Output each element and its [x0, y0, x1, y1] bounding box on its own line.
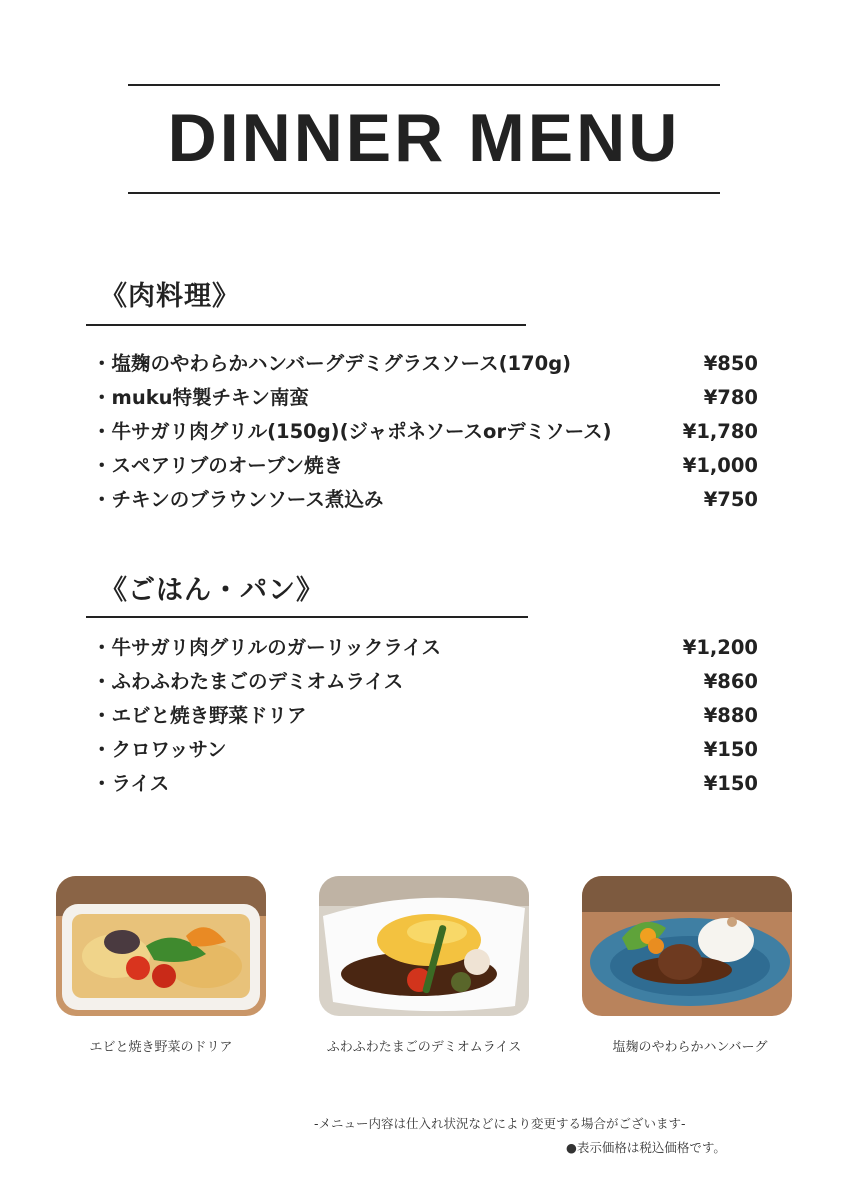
menu-item-price: ¥1,780	[682, 420, 758, 443]
section-title-rice-bread: 《ごはん・パン》	[100, 575, 324, 606]
menu-item-price: ¥780	[703, 386, 758, 409]
menu-item-name: ・ふわふわたまごのデミオムライス	[92, 670, 404, 693]
doria-photo	[56, 876, 266, 1016]
menu-item-name: ・ライス	[92, 772, 170, 795]
menu-item-price: ¥150	[703, 772, 758, 795]
menu-item-price: ¥750	[703, 488, 758, 511]
menu-item-name: ・チキンのブラウンソース煮込み	[92, 488, 384, 511]
menu-item-price: ¥860	[703, 670, 758, 693]
section-rule-meat	[86, 324, 526, 326]
menu-item-name: ・muku特製チキン南蛮	[92, 386, 309, 409]
menu-item-name: ・牛サガリ肉グリルのガーリックライス	[92, 636, 442, 659]
photo-caption: ふわふわたまごのデミオムライス	[326, 1040, 522, 1055]
menu-item-price: ¥880	[703, 704, 758, 727]
menu-item-price: ¥1,200	[682, 636, 758, 659]
menu-item-name: ・スペアリブのオーブン焼き	[92, 454, 343, 477]
omurice-photo	[319, 876, 529, 1016]
section-title-meat: 《肉料理》	[100, 281, 240, 312]
menu-item	[92, 416, 758, 448]
menu-item	[92, 632, 758, 664]
menu-item-name: ・塩麹のやわらかハンバーグデミグラスソース(170g)	[92, 352, 572, 375]
menu-item	[92, 382, 758, 414]
title-top-rule	[128, 84, 720, 86]
menu-item-name: ・クロワッサン	[92, 738, 227, 761]
menu-item	[92, 666, 758, 698]
photo-caption: 塩麹のやわらかハンバーグ	[612, 1040, 768, 1055]
notice-tax-included: ●表示価格は税込価格です。	[566, 1140, 726, 1155]
hamburg-photo	[582, 876, 792, 1016]
section-rule-rice-bread	[86, 616, 528, 618]
menu-item	[92, 348, 758, 380]
menu-item	[92, 734, 758, 766]
menu-item	[92, 450, 758, 482]
page-title: DINNER MENU	[167, 100, 681, 176]
menu-item	[92, 484, 758, 516]
photo-caption: エビと焼き野菜のドリア	[89, 1040, 233, 1055]
menu-item-name: ・エビと焼き野菜ドリア	[92, 704, 307, 727]
menu-item	[92, 700, 758, 732]
menu-item-name: ・牛サガリ肉グリル(150g)(ジャポネソースorデミソース)	[92, 420, 612, 443]
menu-item-price: ¥1,000	[682, 454, 758, 477]
menu-item-price: ¥850	[703, 352, 758, 375]
notice-menu-changes: -メニュー内容は仕入れ状況などにより変更する場合がございます-	[314, 1116, 686, 1131]
menu-item-price: ¥150	[703, 738, 758, 761]
menu-item	[92, 768, 758, 800]
title-bottom-rule	[128, 192, 720, 194]
